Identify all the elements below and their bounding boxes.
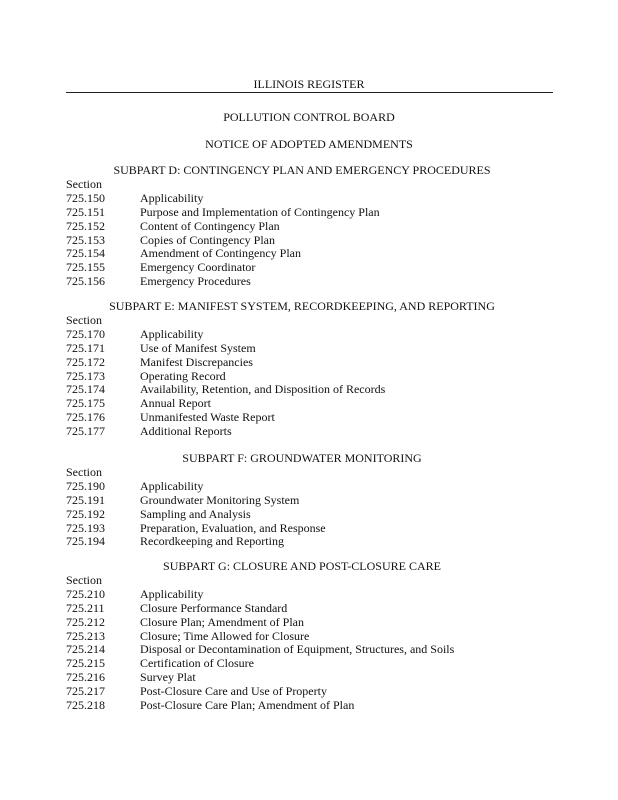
section-row: [66, 522, 566, 536]
section-title: Sampling and Analysis: [140, 506, 251, 521]
section-title: Amendment of Contingency Plan: [140, 246, 301, 261]
section-title: Availability, Retention, and Disposition of Records: [140, 382, 386, 397]
section-row: [66, 508, 566, 522]
section-number: 725.193: [66, 520, 105, 535]
subpart-heading: SUBPART E: MANIFEST SYSTEM, RECORDKEEPING, AND REPORTING: [109, 299, 495, 313]
section-number: 725.215: [66, 656, 105, 671]
section-number: 725.154: [66, 246, 105, 261]
section-number: 725.171: [66, 340, 105, 355]
section-row: [66, 685, 566, 699]
section-title: Annual Report: [140, 396, 211, 411]
section-title: Recordkeeping and Reporting: [140, 534, 284, 549]
section-title: Closure Performance Standard: [140, 600, 288, 615]
section-title: Closure; Time Allowed for Closure: [140, 628, 310, 643]
section-row: [66, 356, 566, 370]
section-title: Content of Contingency Plan: [140, 218, 280, 233]
section-label: Section: [66, 313, 102, 327]
section-number: 725.213: [66, 628, 105, 643]
section-title: Manifest Discrepancies: [140, 354, 253, 369]
section-title: Unmanifested Waste Report: [140, 410, 275, 425]
section-number: 725.214: [66, 642, 105, 657]
section-number: 725.150: [66, 190, 105, 205]
section-title: Groundwater Monitoring System: [140, 492, 300, 507]
section-row: [66, 275, 566, 289]
section-row: [66, 699, 566, 713]
section-number: 725.217: [66, 684, 105, 699]
section-title: Survey Plat: [140, 670, 196, 685]
section-number: 725.174: [66, 382, 105, 397]
section-number: 725.212: [66, 614, 105, 629]
section-row: [66, 234, 566, 248]
section-row: [66, 616, 566, 630]
section-label: Section: [66, 177, 102, 191]
section-title: Post-Closure Care Plan; Amendment of Plan: [140, 698, 355, 713]
section-number: 725.218: [66, 698, 105, 713]
section-number: 725.211: [66, 600, 105, 615]
section-number: 725.216: [66, 670, 105, 685]
section-title: Applicability: [140, 326, 204, 341]
section-title: Emergency Coordinator: [140, 260, 256, 275]
section-row: [66, 494, 566, 508]
section-title: Use of Manifest System: [140, 340, 256, 355]
subpart-heading: SUBPART G: CLOSURE AND POST-CLOSURE CARE: [163, 559, 441, 573]
section-title: Applicability: [140, 586, 204, 601]
section-number: 725.153: [66, 232, 105, 247]
section-row: [66, 397, 566, 411]
section-number: 725.210: [66, 586, 105, 601]
section-row: [66, 480, 566, 494]
register-header: ILLINOIS REGISTER: [253, 77, 365, 91]
section-row: [66, 342, 566, 356]
section-number: 725.172: [66, 354, 105, 369]
subpart-block: [66, 452, 566, 549]
section-number: 725.176: [66, 410, 105, 425]
section-number: 725.192: [66, 506, 105, 521]
section-row: [66, 411, 566, 425]
section-number: 725.155: [66, 260, 105, 275]
section-row: [66, 602, 566, 616]
subpart-heading: SUBPART D: CONTINGENCY PLAN AND EMERGENCY PROCEDURES: [113, 163, 491, 177]
section-row: [66, 261, 566, 275]
subpart-block: [66, 560, 566, 713]
subpart-block: [66, 164, 566, 289]
section-row: [66, 220, 566, 234]
section-row: [66, 671, 566, 685]
section-title: Applicability: [140, 190, 204, 205]
section-row: [66, 383, 566, 397]
section-title: Copies of Contingency Plan: [140, 232, 275, 247]
section-number: 725.190: [66, 478, 105, 493]
section-number: 725.191: [66, 492, 105, 507]
section-title: Closure Plan; Amendment of Plan: [140, 614, 304, 629]
section-row: [66, 630, 566, 644]
section-label: Section: [66, 465, 102, 479]
section-row: [66, 328, 566, 342]
section-number: 725.151: [66, 204, 105, 219]
section-row: [66, 657, 566, 671]
section-label: Section: [66, 573, 102, 587]
header-rule: [66, 92, 553, 93]
section-number: 725.170: [66, 326, 105, 341]
section-title: Operating Record: [140, 368, 226, 383]
section-title: Certification of Closure: [140, 656, 254, 671]
agency-title: POLLUTION CONTROL BOARD: [223, 110, 395, 124]
section-row: [66, 643, 566, 657]
subpart-heading: SUBPART F: GROUNDWATER MONITORING: [182, 451, 422, 465]
section-row: [66, 535, 566, 549]
section-title: Preparation, Evaluation, and Response: [140, 520, 326, 535]
section-number: 725.194: [66, 534, 105, 549]
section-number: 725.175: [66, 396, 105, 411]
section-title: Disposal or Decontamination of Equipment, Structures, and Soils: [140, 642, 455, 657]
section-title: Additional Reports: [140, 424, 232, 439]
section-row: [66, 588, 566, 602]
section-number: 725.152: [66, 218, 105, 233]
section-title: Post-Closure Care and Use of Property: [140, 684, 327, 699]
section-row: [66, 425, 566, 439]
section-row: [66, 206, 566, 220]
section-number: 725.156: [66, 274, 105, 289]
section-number: 725.177: [66, 424, 105, 439]
section-number: 725.173: [66, 368, 105, 383]
section-title: Emergency Procedures: [140, 274, 251, 289]
section-row: [66, 192, 566, 206]
notice-title: NOTICE OF ADOPTED AMENDMENTS: [205, 137, 413, 151]
section-title: Purpose and Implementation of Contingency Plan: [140, 204, 380, 219]
subpart-block: [66, 300, 566, 439]
section-row: [66, 247, 566, 261]
section-title: Applicability: [140, 478, 204, 493]
section-row: [66, 370, 566, 384]
